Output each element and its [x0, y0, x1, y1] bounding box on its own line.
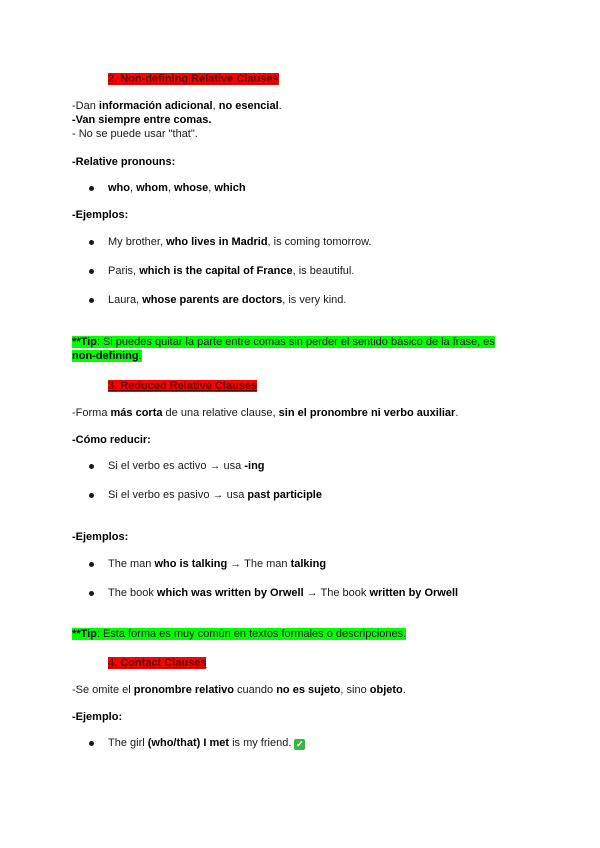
ct-example-label: -Ejemplo: — [72, 711, 123, 723]
heading-non-defining: 2. Non-defining Relative Clauses — [108, 73, 279, 85]
red-how-1: Si el verbo es activo → usa -ing — [108, 460, 265, 472]
nd-example-1: My brother, who lives in Madrid, is coming tomorrow. — [108, 236, 372, 248]
ct-line-1: -Se omite el pronombre relativo cuando no es sujeto, sino objeto. — [72, 684, 406, 696]
nd-line-1: -Dan información adicional, no esencial. — [72, 100, 282, 112]
nd-pronouns-label: -Relative pronouns: — [72, 156, 176, 168]
bullet-icon — [89, 269, 94, 274]
red-how-2: Si el verbo es pasivo → usa past participle — [108, 489, 322, 501]
nd-line-3: - No se puede usar "that". — [72, 128, 198, 140]
nd-example-3: Laura, whose parents are doctors, is very kind. — [108, 294, 347, 306]
bullet-icon — [89, 464, 94, 469]
bullet-icon — [89, 741, 94, 746]
nd-line-2: -Van siempre entre comas. — [72, 114, 212, 126]
red-line-1: -Forma más corta de una relative clause, sin el pronombre ni verbo auxiliar. — [72, 407, 459, 419]
red-example-2: The book which was written by Orwell → The book written by Orwell — [108, 587, 459, 599]
ct-example-1: The girl (who/that) I met is my friend. ✓ — [108, 737, 304, 749]
nd-example-2: Paris, which is the capital of France, is beautiful. — [108, 265, 355, 277]
bullet-icon — [89, 186, 94, 191]
red-example-1: The man who is talking → The man talking — [108, 558, 327, 570]
check-mark-icon: ✓ — [296, 739, 304, 749]
red-tip: **Tip: Esta forma es muy común en textos formales o descripciones. — [72, 628, 407, 640]
red-examples-label: -Ejemplos: — [72, 531, 129, 543]
heading-contact: 4. Contact Clauses — [108, 657, 207, 669]
nd-tip-cont: non-defining. — [72, 350, 142, 362]
bullet-icon — [89, 562, 94, 567]
bullet-icon — [89, 591, 94, 596]
bullet-icon — [89, 240, 94, 245]
red-how-label: -Cómo reducir: — [72, 434, 151, 446]
nd-pronouns-list: who, whom, whose, which — [108, 182, 246, 194]
heading-reduced: 3. Reduced Relative Clauses — [108, 380, 258, 392]
nd-tip: **Tip: Si puedes quitar la parte entre comas sin perder el sentido básico de la frase, es — [72, 336, 495, 348]
nd-examples-label: -Ejemplos: — [72, 209, 129, 221]
bullet-icon — [89, 493, 94, 498]
bullet-icon — [89, 298, 94, 303]
